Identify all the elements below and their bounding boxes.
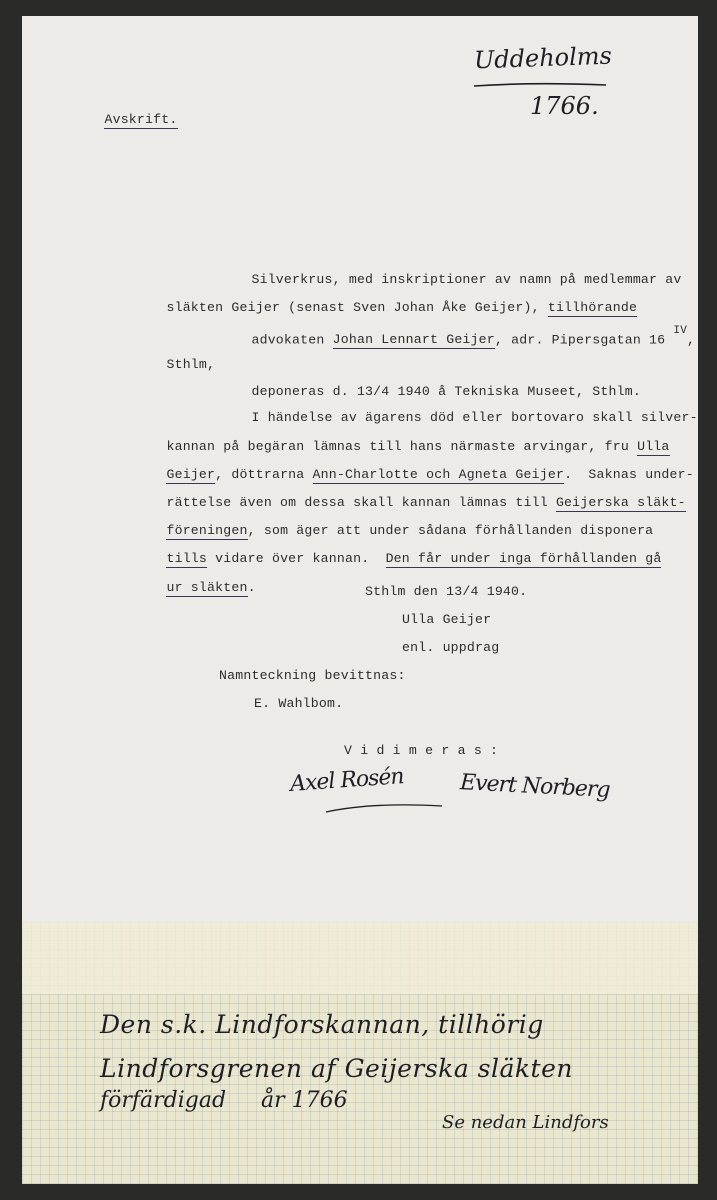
handwritten-place: Uddeholms <box>473 41 613 75</box>
underlined-segment: Den får under inga förhållanden gå <box>385 551 662 566</box>
place-underline <box>472 80 612 90</box>
attached-note-paper <box>22 922 698 1184</box>
signature-1: Axel Rosén <box>289 764 405 797</box>
signer-name: Ulla Geijer <box>402 612 492 627</box>
avskrift-label <box>72 96 178 144</box>
note-line-4: Se nedan Lindfors <box>442 1112 609 1133</box>
signer-role: enl. uppdrag <box>402 640 500 655</box>
text-segment: , döttrarna <box>215 467 313 482</box>
underlined-segment: ur släkten <box>166 580 248 595</box>
text-segment: Sthlm, <box>166 357 216 372</box>
superscript-segment: IV <box>673 325 688 337</box>
text-segment: , <box>687 332 696 348</box>
text-segment: I händelse av ägarens död eller bortovaro skall silver- <box>251 410 698 425</box>
underlined-segment: tillhörande <box>547 300 638 315</box>
underlined-segment: Geijerska släkt- <box>555 495 686 510</box>
text-segment: släkten Geijer (senast Sven Johan Åke Geijer), <box>166 300 548 315</box>
note-top-strip <box>22 922 698 994</box>
note-line-1: Den s.k. Lindforskannan, tillhörig <box>100 1010 544 1039</box>
text-segment: , som äger att under sådana förhållanden disponera <box>247 523 654 538</box>
note-line-3: förfärdigad år 1766 <box>100 1088 348 1113</box>
handwritten-year: 1766. <box>530 92 599 120</box>
text-segment: , adr. Pipersgatan 16 <box>494 332 674 348</box>
text-segment: . <box>247 580 256 595</box>
place-date: Sthlm den 13/4 1940. <box>365 584 528 599</box>
underlined-segment: föreningen <box>166 523 248 538</box>
body-line-12 <box>134 564 256 612</box>
text-segment: vidare över kannan. <box>207 551 386 566</box>
body-line-3 <box>219 312 695 364</box>
document-page <box>22 16 698 1184</box>
witness-label: Namnteckning bevittnas: <box>219 668 406 683</box>
body-line-4 <box>134 341 215 389</box>
text-segment: deponeras d. 13/4 1940 å Tekniska Museet, Sthlm. <box>251 384 641 399</box>
text-segment: advokaten <box>251 332 333 348</box>
text-segment: rättelse även om dessa skall kannan lämnas till <box>166 495 556 510</box>
text-segment: Silverkrus, med inskriptioner av namn på medlemmar av <box>251 272 682 287</box>
underlined-segment: Ann-Charlotte och Agneta Geijer <box>312 467 565 482</box>
underlined-segment: tills <box>166 551 208 566</box>
witness-name: E. Wahlbom. <box>254 696 344 711</box>
underlined-segment: Johan Lennart Geijer <box>332 332 495 348</box>
signature-2: Evert Norberg <box>459 770 611 803</box>
underlined-segment: Ulla <box>637 439 670 454</box>
text-segment: . Saknas under- <box>564 467 694 482</box>
certified-label: V i d i m e r a s : <box>344 743 499 758</box>
text-segment: kannan på begäran lämnas till hans närmaste arvingar, fru <box>166 439 638 454</box>
signature-1-flourish <box>322 798 452 818</box>
note-line-2: Lindforsgrenen af Geijerska släkten <box>100 1054 573 1083</box>
underlined-segment: Geijer <box>166 467 216 482</box>
avskrift-text: Avskrift. <box>104 112 178 127</box>
